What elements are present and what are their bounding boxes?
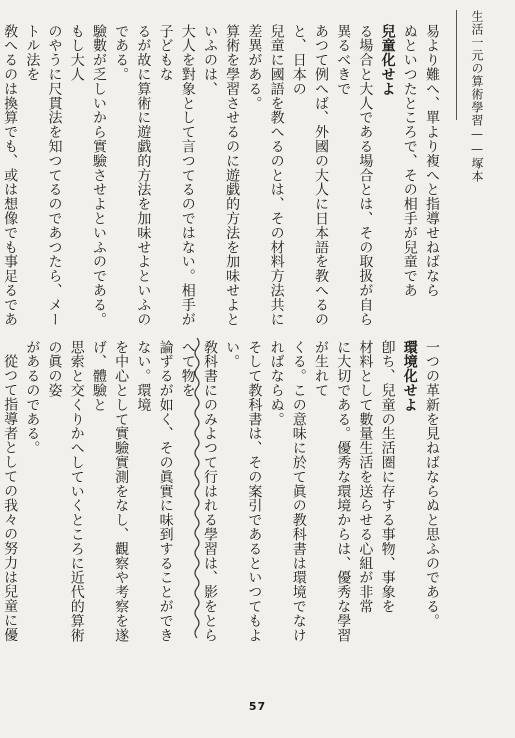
bottom-lead-line: 一つの革新を見ねばならぬと思ふのである。	[424, 340, 440, 628]
page-number: 57	[248, 700, 267, 713]
section-heading-environment: 環境化せよ	[401, 340, 418, 412]
bottom-text-column	[2, 340, 443, 655]
bottom-line-7: を中心として實驗實測をなし、觀察や考察を遂げ、體驗と	[90, 340, 130, 643]
bottom-line-4: そして教科書は、その案引であるといつてもよい。	[224, 340, 263, 643]
top-line-4: 算術を學習させるのに遊戯的方法を加味せよといふのは、	[201, 24, 241, 327]
top-line-1: る場合と大人である場合とは、その取扱が自ら異るべきで	[335, 24, 374, 327]
top-line-8: のやうに尺貫法を知つてるのであつたら、メートル法を	[24, 24, 63, 327]
wavy-section-divider	[190, 338, 204, 638]
bottom-line-3: くる。この意味に於て眞の教科書は環境でなければならぬ。	[268, 340, 307, 643]
top-text-column	[2, 24, 443, 327]
top-line-5: 大人を對象として言つてるのではない。相手が子どもな	[157, 24, 196, 327]
top-line-2: あつて例へば、外國の大人に日本語を教へるのと、日本の	[290, 24, 329, 327]
bottom-para1-line-1: 從つて指導者としての我々の努力は兒童に優	[2, 354, 19, 642]
bottom-line-5: 敎科書にのみよつて行はれる學習は、影をとらへて物を	[179, 340, 218, 643]
running-head-rule	[456, 10, 457, 120]
top-continuation-2: ぬといつたところで、その相手が兒童であ	[401, 24, 418, 298]
bottom-heading-line: 卽ち、兒童の生活圏に存する事物、事象を	[379, 340, 396, 614]
bottom-line-2: に大切である。優秀な環境からは、優秀な學習が生れて	[312, 340, 352, 643]
section-heading-child: 兒童化せよ	[379, 24, 396, 96]
top-line-3: 兒童に國語を教へるのとは、その材料方法共に差異がある。	[246, 24, 285, 327]
top-continuation-1: 易より難へ、單より複へと指導せねばなら	[424, 24, 440, 298]
top-line-7: 驗數が乏しいから實驗させよといふのである。もし大人	[68, 24, 107, 327]
bottom-line-9: があるのである。	[24, 340, 41, 456]
bottom-line-6: 論ずるが如く、その眞實に味到することができない。環境	[135, 340, 174, 643]
bottom-line-8: 思索と交くりかへしていくところに近代的算術の眞の姿	[46, 340, 85, 643]
bottom-line-1: 材料として數量生活を送らせる心組が非常	[357, 340, 374, 614]
top-line-9: 敎へるのは換算でも、或は想像でも事足るであ	[2, 24, 19, 327]
running-head: 生活一元の算術學習——塚本	[470, 10, 484, 183]
top-line-6: るが故に算術に遊戯的方法を加味せよといふのである。	[113, 24, 152, 327]
